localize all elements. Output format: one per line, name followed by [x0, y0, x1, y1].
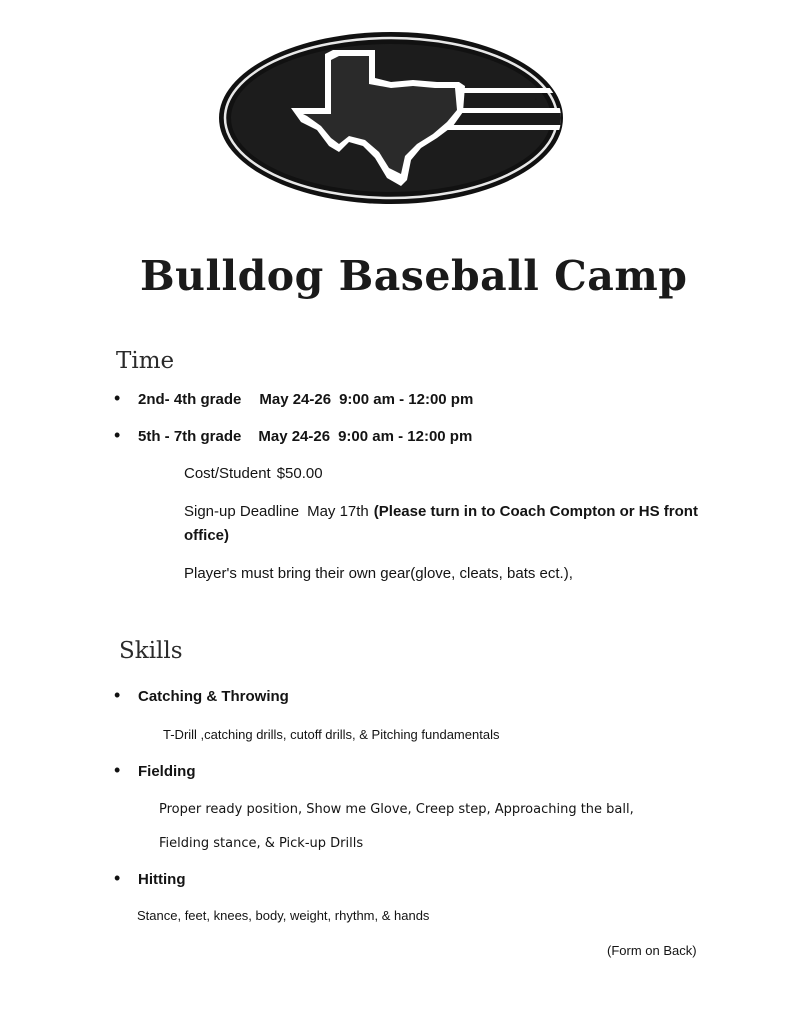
deadline-line	[184, 503, 698, 520]
session-1-grade: 2nd- 4th grade	[138, 391, 242, 408]
skill-fielding: Fielding	[138, 763, 196, 780]
bullet-icon: •	[114, 425, 121, 445]
deadline-note: (Please turn in to Coach Compton or HS front	[373, 503, 698, 520]
bulldog-texas-logo	[215, 30, 567, 205]
bullet-icon: •	[114, 685, 121, 705]
page-title: Bulldog Baseball Camp	[140, 252, 688, 300]
skill-detail: T-Drill ,catching drills, cutoff drills, & Pitching fundamentals	[163, 727, 500, 742]
session-2-dates: May 24-26	[258, 428, 331, 445]
deadline-note-cont: office)	[184, 527, 229, 544]
cost-label: Cost/Student	[184, 465, 271, 482]
session-2-grade: 5th - 7th grade	[138, 428, 242, 445]
gear-note: Player's must bring their own gear(glove, cleats, bats ect.),	[184, 565, 573, 582]
cost-value: $50.00	[276, 465, 323, 482]
session-2	[138, 428, 472, 445]
skill-detail: Fielding stance, & Pick-up Drills	[159, 836, 364, 851]
skill-catching-throwing: Catching & Throwing	[138, 688, 289, 705]
svg-text:G: G	[535, 99, 537, 101]
skill-detail: Stance, feet, knees, body, weight, rhythm, & hands	[137, 908, 430, 923]
deadline-date: May 17th	[307, 503, 369, 520]
session-1-dates: May 24-26	[259, 391, 332, 408]
bullet-icon: •	[114, 760, 121, 780]
bullet-icon: •	[114, 868, 121, 888]
footer-note: (Form on Back)	[607, 943, 697, 958]
time-heading: Time	[116, 348, 175, 374]
skill-detail: Proper ready position, Show me Glove, Creep step, Approaching the ball,	[159, 802, 634, 817]
bullet-icon: •	[114, 388, 121, 408]
session-2-hours: 9:00 am - 12:00 pm	[338, 428, 473, 445]
cost-line	[184, 465, 323, 482]
deadline-label: Sign-up Deadline	[184, 503, 300, 520]
skill-hitting: Hitting	[138, 871, 186, 888]
skills-heading: Skills	[119, 638, 183, 664]
session-1-hours: 9:00 am - 12:00 pm	[339, 391, 474, 408]
session-1	[138, 391, 473, 408]
